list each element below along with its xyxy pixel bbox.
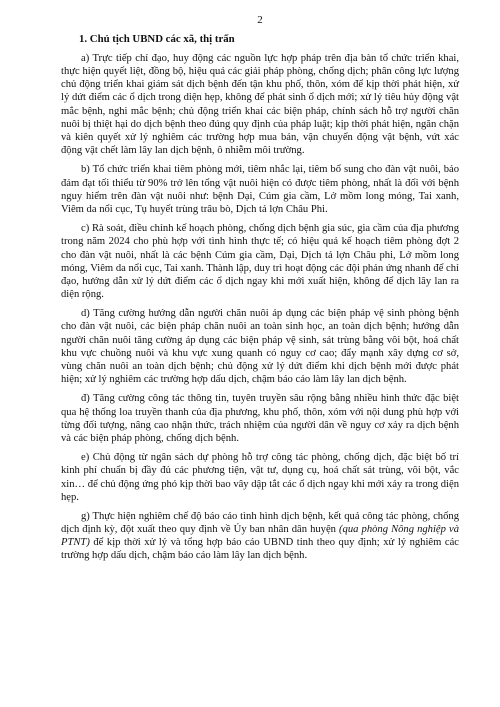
- paragraph-g-italic-note: (qua phòng Nông nghiệp và PTNT): [61, 524, 459, 549]
- paragraph-a: a) Trực tiếp chỉ đạo, huy động các nguồn lực hợp pháp trên địa bàn tổ chức triển khai, thực hiện quyết liệt, đồng bộ, hiệu quả các giải pháp phòng, chống dịch; phân công lực lượng chủ động triển khai giám sát dịch bệnh đến tận khu phố, thôn, xóm để kịp thời phát hiện, xử lý dứt điểm các ổ dịch trong diện hẹp, không để phát sinh ổ dịch mới; xử lý tiêu hủy động vật mắc bệnh, nghi mắc bệnh; chủ động triển khai các biện pháp, chính sách hỗ trợ người chăn nuôi bị thiệt hại do dịch bệnh theo đúng quy định của pháp luật; kịp thời phát hiện, ngăn chặn và kiên quyết xử lý nghiêm các trường hợp mua bán, vận chuyển động vật bệnh, vứt xác động vật chết làm lây lan dịch bệnh, ô nhiễm môi trường.: [61, 53, 459, 156]
- paragraph-dd: đ) Tăng cường công tác thông tin, tuyên truyền sâu rộng bằng nhiều hình thức đặc biệt qua hệ thống loa truyền thanh của địa phương, khu phố, thôn, xóm với nội dung phù hợp với từng đối tượng, nâng cao nhận thức, trách nhiệm của người dân về nguy cơ xảy ra dịch bệnh và các biện pháp phòng, chống dịch bệnh.: [61, 393, 459, 444]
- paragraph-e: e) Chủ động từ ngân sách dự phòng hỗ trợ công tác phòng, chống dịch, đặc biệt bố trí kinh phí chuẩn bị đầy đủ các phương tiện, vật tư, dụng cụ, hoá chất sát trùng, vôi bột, vắc xin… để chủ động ứng phó kịp thời bao vây dập tắt các ổ dịch ngay khi mới xảy ra trong diện hẹp.: [61, 452, 459, 503]
- paragraph-g-text-start: g) Thực hiện nghiêm chế độ báo cáo tình hình dịch bệnh, kết quả công tác phòng, chống dịch định kỳ, đột xuất theo quy định về Ủy ban nhân dân huyện: [61, 511, 459, 536]
- paragraph-g: [61, 510, 459, 562]
- paragraph-d: d) Tăng cường hướng dẫn người chăn nuôi áp dụng các biện pháp vệ sinh phòng bệnh cho đàn vật nuôi, các biện pháp chăn nuôi an toàn sinh học, an toàn dịch bệnh; hướng dẫn người chăn nuôi tăng cường áp dụng các biện pháp vệ sinh, sát trùng bằng vôi bột, hoá chất khu vực chuồng nuôi và khu vực xung quanh có nguy cơ cao; đẩy mạnh xây dựng cơ sở, vùng chăn nuôi an toàn dịch bệnh; chủ động xử lý dứt điểm khi dịch bệnh mới được phát hiện; xử lý nghiêm các trường hợp dấu dịch, chậm báo cáo làm lây lan dịch bệnh.: [61, 308, 459, 385]
- paragraph-b: b) Tổ chức triển khai tiêm phòng mới, tiêm nhắc lại, tiêm bổ sung cho đàn vật nuôi, bảo đảm đạt tối thiểu từ 90% trở lên tổng vật nuôi hiện có được tiêm phòng, nhất là đối với bệnh nguy hiểm trên đàn vật nuôi như: bệnh Dại, Cúm gia cầm, Lở mồm long móng, Tai xanh, Viêm da nổi cục, Tụ huyết trùng trâu bò, Dịch tả lợn Châu Phi.: [61, 164, 459, 215]
- paragraph-c: c) Rà soát, điều chỉnh kế hoạch phòng, chống dịch bệnh gia súc, gia cầm của địa phương trong năm 2024 cho phù hợp với tình hình thực tế; có hiệu quả kế hoạch tiêm phòng đợt 2 cho đàn vật nuôi, nhất là các bệnh Cúm gia cầm, Dại, Dịch tả lợn Châu phi, Lở mồm long móng, Viêm da nổi cục, Tai xanh. Thành lập, duy trì hoạt động các đội phản ứng nhanh để chỉ đạo, hướng dẫn xử lý dứt điểm các ổ dịch ngay khi mới xuất hiện, không để dịch lây lan ra diện rộng.: [61, 223, 459, 300]
- paragraph-g-text-end: để kịp thời xử lý và tổng hợp báo cáo UBND tỉnh theo quy định; xử lý nghiêm các trường hợp dấu dịch, chậm báo cáo làm lây lan dịch bệnh.: [61, 537, 459, 562]
- section-heading: 1. Chủ tịch UBND các xã, thị trấn: [79, 33, 235, 46]
- page-number: 2: [257, 14, 263, 26]
